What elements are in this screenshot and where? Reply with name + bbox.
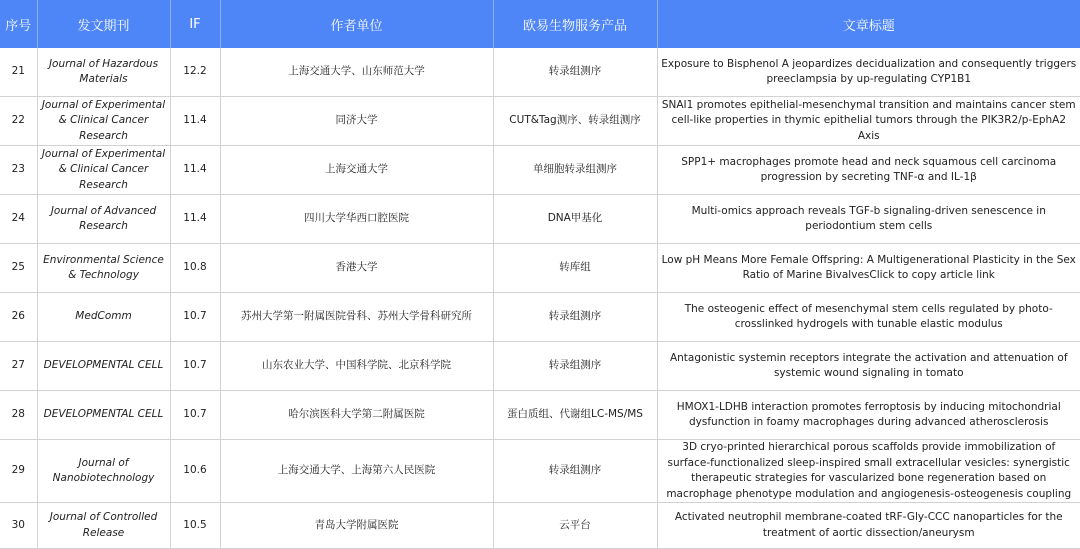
table-row	[0, 97, 1080, 146]
cell-if: 11.4	[170, 97, 220, 146]
cell-product: 转录组测序	[493, 293, 657, 342]
cell-product: 云平台	[493, 503, 657, 549]
cell-product: CUT&Tag测序、转录组测序	[493, 97, 657, 146]
cell-journal: Journal of Controlled Release	[37, 503, 170, 549]
cell-title: SPP1+ macrophages promote head and neck squamous cell carcinoma progression by secreting TNF-α and IL-1β	[657, 146, 1080, 195]
cell-index: 21	[0, 48, 37, 97]
header-if: IF	[170, 0, 220, 48]
cell-index: 23	[0, 146, 37, 195]
cell-product: 蛋白质组、代谢组LC-MS/MS	[493, 391, 657, 440]
table-body	[0, 48, 1080, 549]
table-row	[0, 48, 1080, 97]
header-product: 欧易生物服务产品	[493, 0, 657, 48]
cell-index: 28	[0, 391, 37, 440]
cell-journal: Journal of Hazardous Materials	[37, 48, 170, 97]
cell-affiliation: 上海交通大学、上海第六人民医院	[220, 440, 493, 503]
cell-if: 10.7	[170, 391, 220, 440]
cell-journal: Journal of Advanced Research	[37, 195, 170, 244]
cell-journal: Environmental Science & Technology	[37, 244, 170, 293]
cell-affiliation: 山东农业大学、中国科学院、北京科学院	[220, 342, 493, 391]
header-journal: 发文期刊	[37, 0, 170, 48]
cell-index: 27	[0, 342, 37, 391]
header-affiliation: 作者单位	[220, 0, 493, 48]
cell-index: 22	[0, 97, 37, 146]
cell-title: Multi-omics approach reveals TGF-b signaling-driven senescence in periodontium stem cells	[657, 195, 1080, 244]
cell-product: 转库组	[493, 244, 657, 293]
cell-index: 26	[0, 293, 37, 342]
cell-affiliation: 苏州大学第一附属医院骨科、苏州大学骨科研究所	[220, 293, 493, 342]
cell-product: 转录组测序	[493, 48, 657, 97]
header-row	[0, 0, 1080, 48]
table-row	[0, 146, 1080, 195]
cell-index: 25	[0, 244, 37, 293]
cell-affiliation: 香港大学	[220, 244, 493, 293]
table-row	[0, 244, 1080, 293]
cell-title: Exposure to Bisphenol A jeopardizes decidualization and consequently triggers preeclampsia by up-regulating CYP1B1	[657, 48, 1080, 97]
header-index: 序号	[0, 0, 37, 48]
cell-journal: MedComm	[37, 293, 170, 342]
cell-index: 29	[0, 440, 37, 503]
cell-product: 转录组测序	[493, 440, 657, 503]
table-row	[0, 391, 1080, 440]
cell-journal: Journal of Nanobiotechnology	[37, 440, 170, 503]
table-row	[0, 503, 1080, 549]
header-title: 文章标题	[657, 0, 1080, 48]
cell-affiliation: 青岛大学附属医院	[220, 503, 493, 549]
cell-journal: DEVELOPMENTAL CELL	[37, 342, 170, 391]
cell-if: 10.6	[170, 440, 220, 503]
table-row	[0, 342, 1080, 391]
cell-affiliation: 四川大学华西口腔医院	[220, 195, 493, 244]
cell-product: DNA甲基化	[493, 195, 657, 244]
cell-if: 11.4	[170, 195, 220, 244]
cell-if: 12.2	[170, 48, 220, 97]
cell-title: SNAI1 promotes epithelial-mesenchymal transition and maintains cancer stem cell-like properties in thymic epithelial tumors through the PIK3R2/p-EphA2 Axis	[657, 97, 1080, 146]
cell-journal: Journal of Experimental & Clinical Cancer Research	[37, 97, 170, 146]
cell-title: Low pH Means More Female Offspring: A Multigenerational Plasticity in the Sex Ratio of Marine BivalvesClick to copy article link	[657, 244, 1080, 293]
cell-title: Antagonistic systemin receptors integrate the activation and attenuation of systemic wound signaling in tomato	[657, 342, 1080, 391]
table-header	[0, 0, 1080, 48]
cell-title: 3D cryo-printed hierarchical porous scaffolds provide immobilization of surface-functionalized sleep-inspired small extracellular vesicles: synergistic therapeutic strategies for vascularized bone regeneration based on macrophage phenotype modulation and angiogenesis-osteogenesis coupling	[657, 440, 1080, 503]
cell-if: 10.5	[170, 503, 220, 549]
cell-if: 11.4	[170, 146, 220, 195]
cell-journal: Journal of Experimental & Clinical Cancer Research	[37, 146, 170, 195]
cell-affiliation: 哈尔滨医科大学第二附属医院	[220, 391, 493, 440]
cell-title: HMOX1-LDHB interaction promotes ferroptosis by inducing mitochondrial dysfunction in foamy macrophages during advanced atherosclerosis	[657, 391, 1080, 440]
cell-journal: DEVELOPMENTAL CELL	[37, 391, 170, 440]
cell-index: 30	[0, 503, 37, 549]
table-row	[0, 293, 1080, 342]
table-row	[0, 195, 1080, 244]
table-row	[0, 440, 1080, 503]
cell-title: Activated neutrophil membrane-coated tRF-Gly-CCC nanoparticles for the treatment of aortic dissection/aneurysm	[657, 503, 1080, 549]
cell-product: 转录组测序	[493, 342, 657, 391]
cell-if: 10.8	[170, 244, 220, 293]
cell-affiliation: 上海交通大学、山东师范大学	[220, 48, 493, 97]
cell-if: 10.7	[170, 342, 220, 391]
cell-affiliation: 上海交通大学	[220, 146, 493, 195]
cell-if: 10.7	[170, 293, 220, 342]
cell-index: 24	[0, 195, 37, 244]
cell-product: 单细胞转录组测序	[493, 146, 657, 195]
cell-title: The osteogenic effect of mesenchymal stem cells regulated by photo-crosslinked hydrogels with tunable elastic modulus	[657, 293, 1080, 342]
cell-affiliation: 同济大学	[220, 97, 493, 146]
